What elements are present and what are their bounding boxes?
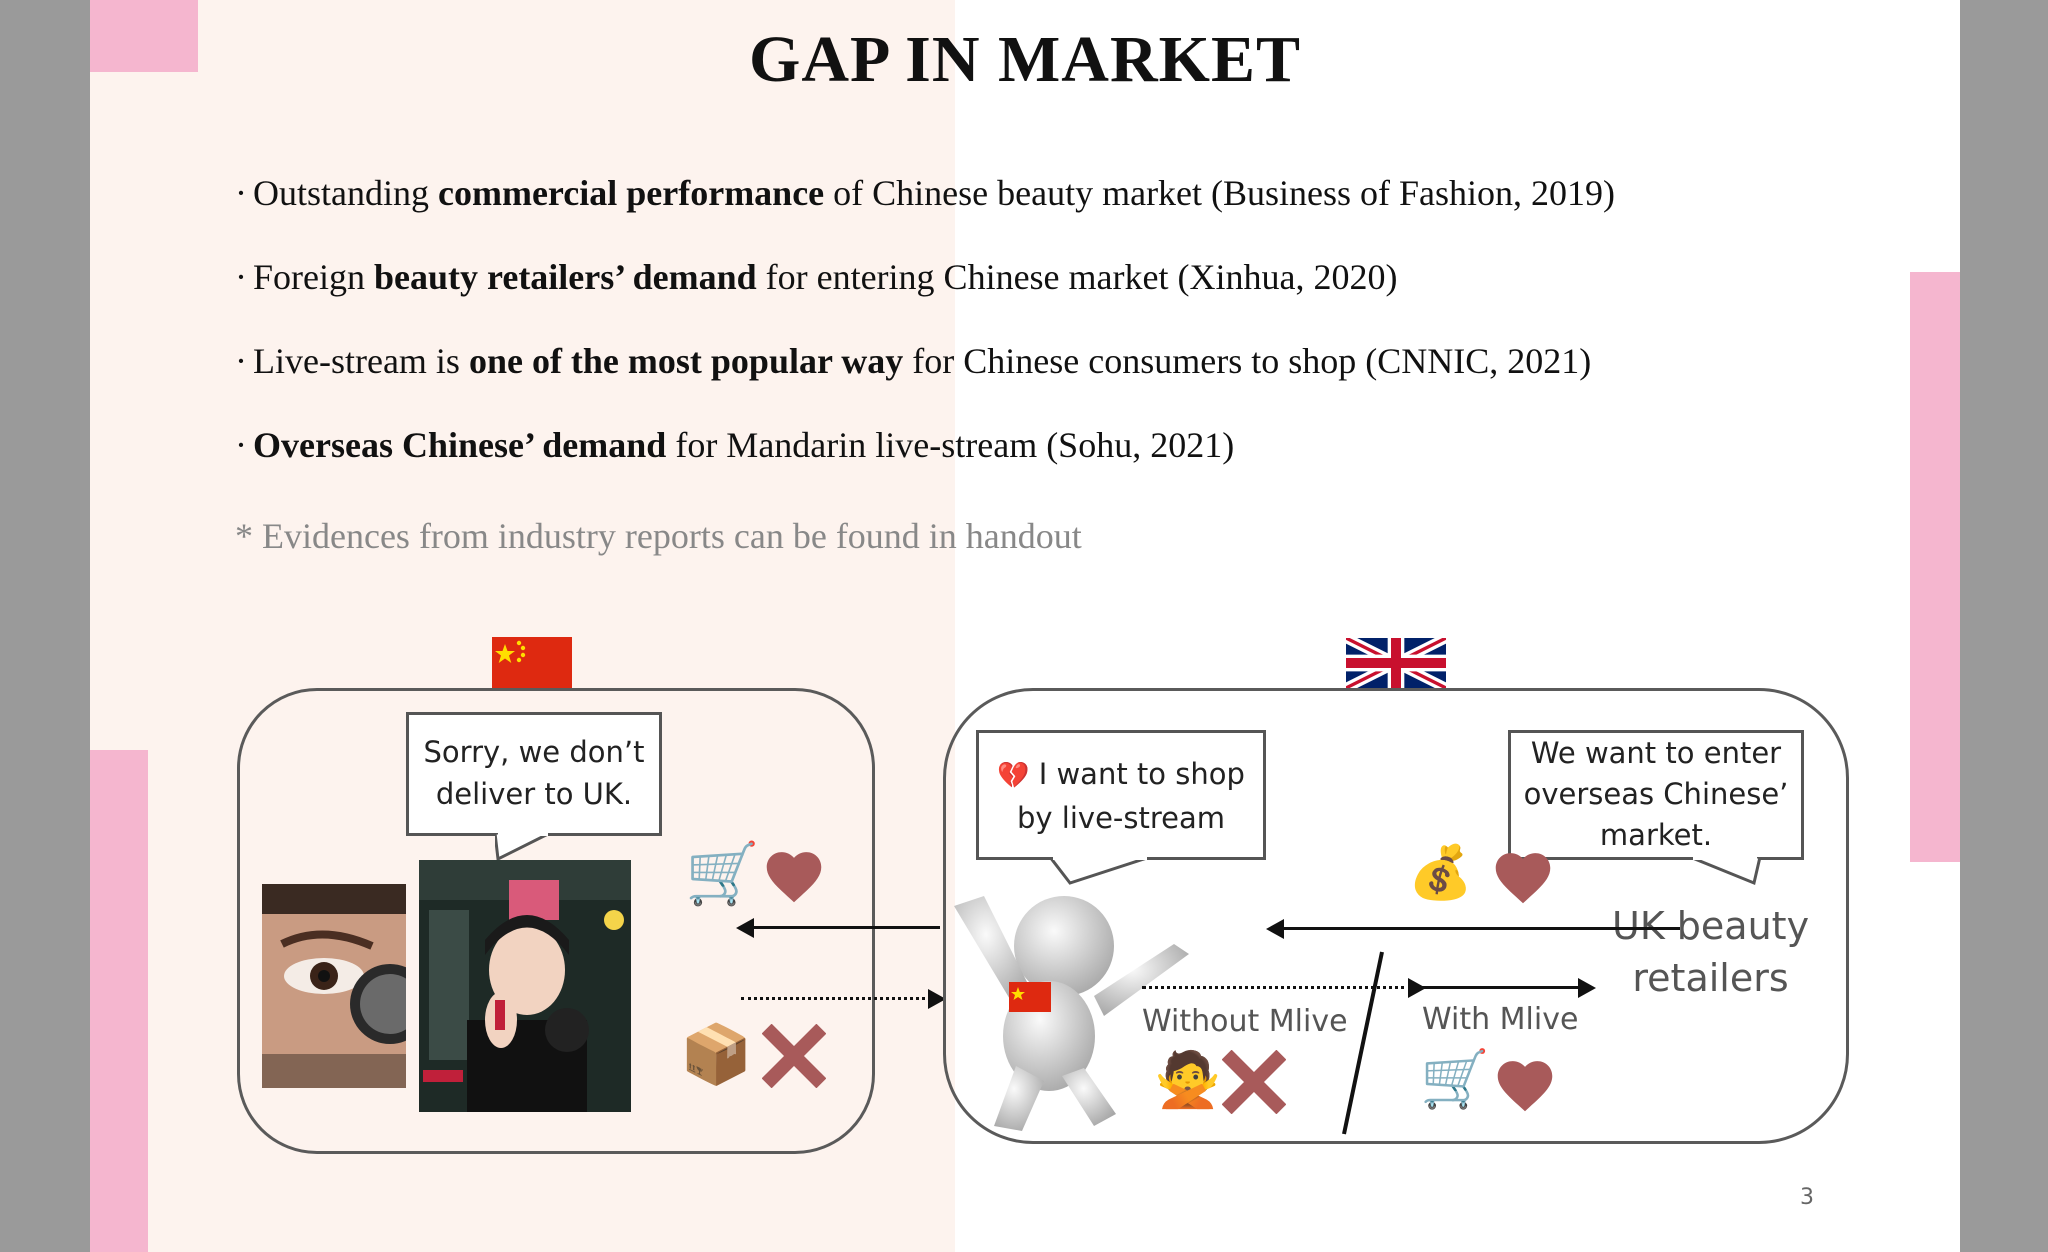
- bubble-tail: [1050, 857, 1160, 887]
- bullet-text: for Mandarin live-stream (Sohu, 2021): [666, 425, 1235, 465]
- livestream-photo-host: [419, 860, 631, 1112]
- person-gesturing-no-icon: 🙅: [1154, 1048, 1222, 1111]
- bullet-text: for Chinese consumers to shop (CNNIC, 2021): [903, 341, 1592, 381]
- broken-heart-icon: 💔: [997, 761, 1030, 791]
- bullet-1: [235, 172, 1615, 214]
- cross-icon: [1222, 1050, 1286, 1114]
- livestream-photo-eye: [262, 884, 406, 1088]
- bubble-text-row: [979, 753, 1263, 797]
- heart-icon: [1488, 846, 1558, 906]
- speech-bubble-sorry: [406, 712, 662, 836]
- bullet-3: [235, 340, 1591, 382]
- arrow-with-mlive: [1408, 986, 1582, 989]
- shopping-cart-icon: 🛒: [1420, 1047, 1490, 1112]
- bullet-bold-text: beauty retailers’ demand: [374, 257, 757, 297]
- bullet-bold-text: one of the most popular way: [468, 341, 904, 381]
- page-number: 3: [1800, 1185, 1814, 1210]
- bubble-text: Sorry, we don’t: [423, 735, 645, 769]
- arrow-head: [1578, 978, 1596, 998]
- speech-bubble-retailers: [1508, 730, 1804, 860]
- bullet-marker: ·: [235, 341, 247, 381]
- arrow-to-shopper: [1282, 927, 1680, 930]
- slide-title: GAP IN MARKET: [748, 23, 1302, 96]
- dotted-arrow-to-uk: [741, 997, 931, 1000]
- arrow-head: [1266, 919, 1284, 939]
- bubble-text: overseas Chinese’: [1523, 777, 1789, 811]
- bubble-text: market.: [1599, 818, 1713, 852]
- bubble-tail: [495, 833, 555, 863]
- bubble-text: We want to enter: [1530, 736, 1782, 770]
- bullet-text: Foreign: [253, 257, 374, 297]
- handout-note: * Evidences from industry reports can be found in handout: [235, 516, 1082, 556]
- shopping-cart-icon: 🛒: [685, 839, 760, 909]
- bullet-4: [235, 424, 1234, 466]
- without-mlive-label: Without Mlive: [1142, 1004, 1348, 1039]
- bubble-text: by live-stream: [1017, 801, 1225, 835]
- cross-icon: [762, 1024, 826, 1088]
- retailers-text: retailers: [1632, 956, 1789, 1000]
- speech-bubble-shopper: [976, 730, 1266, 860]
- bullet-marker: ·: [235, 173, 247, 213]
- bullet-text: for entering Chinese market (Xinhua, 2020): [756, 257, 1398, 297]
- china-flag-icon: [492, 637, 572, 689]
- bubble-text: deliver to UK.: [435, 777, 633, 811]
- heart-icon: [1490, 1054, 1560, 1114]
- bullet-marker: ·: [235, 257, 247, 297]
- bullet-bold-text: Overseas Chinese’ demand: [253, 425, 667, 465]
- decor-block-right: [1910, 272, 1960, 862]
- bullet-marker: ·: [235, 425, 247, 465]
- money-bag-icon: 💰: [1408, 843, 1473, 903]
- retailers-text: UK beauty: [1612, 904, 1810, 948]
- bullet-text: Outstanding: [253, 173, 438, 213]
- bullet-text: of Chinese beauty market (Business of Fashion, 2019): [824, 173, 1616, 213]
- bullet-text: Live-stream is: [253, 341, 469, 381]
- uk-flag-icon: [1346, 638, 1446, 688]
- with-mlive-label: With Mlive: [1422, 1002, 1579, 1037]
- arrow-to-china: [746, 926, 940, 929]
- bubble-tail: [1690, 857, 1770, 887]
- package-icon: 📦: [680, 1020, 753, 1088]
- slide: [90, 0, 1960, 1252]
- divider-slash: [1334, 948, 1394, 1138]
- bullet-2: [235, 256, 1397, 298]
- uk-retailers-label: [1612, 900, 1809, 1004]
- decor-block-bottom-left: [90, 750, 148, 1252]
- bullet-bold-text: commercial performance: [438, 173, 825, 213]
- arrow-head: [736, 918, 754, 938]
- heart-icon: [759, 845, 829, 905]
- bubble-text: I want to shop: [1038, 757, 1245, 791]
